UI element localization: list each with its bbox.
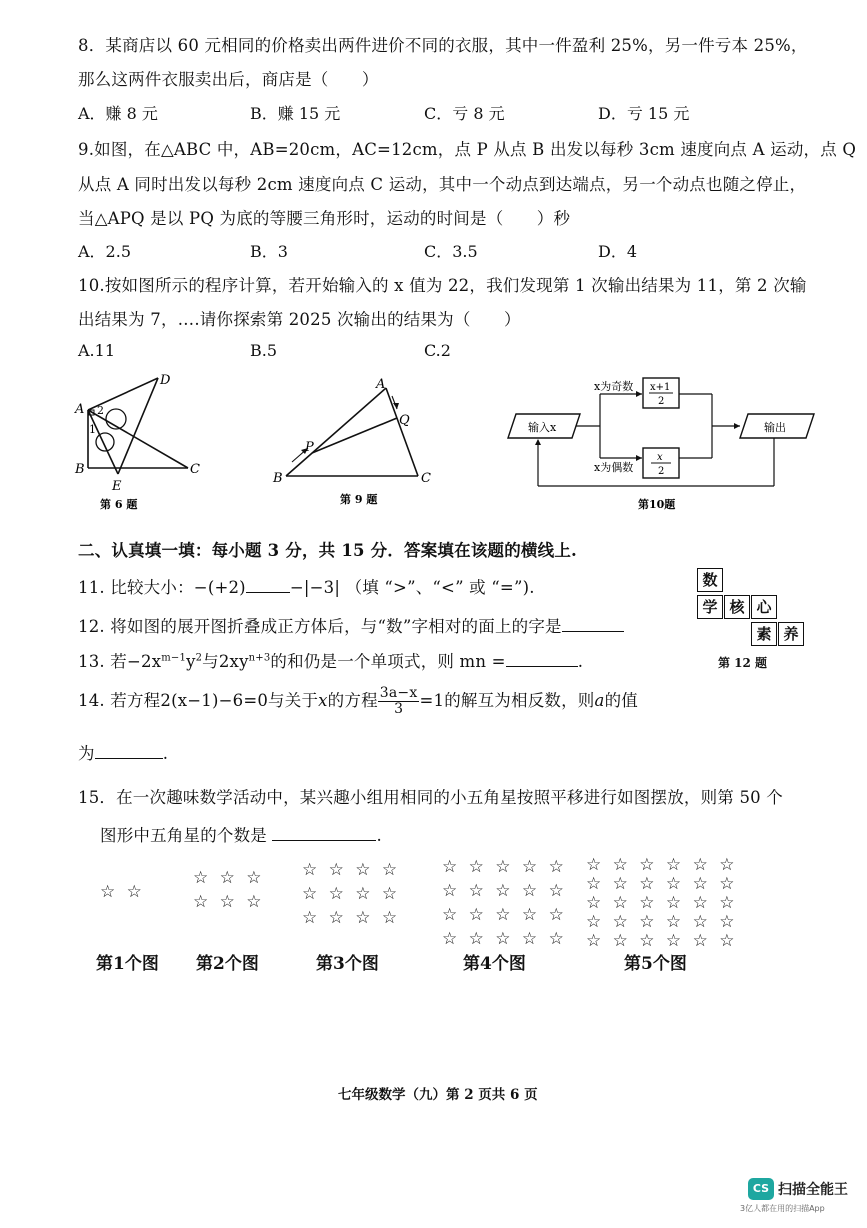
q8-option-a: A．赚 8 元 [78, 104, 158, 123]
q8-option-b: B．赚 15 元 [250, 104, 341, 123]
q13-exp1: m−1 [161, 652, 187, 664]
q14-mid2: 的方程 [327, 691, 378, 710]
q14-prefix: 14. 若方程 [78, 691, 161, 710]
q13-answer-blank[interactable] [506, 666, 578, 667]
star-caption-2: 第2个图 [196, 954, 259, 974]
q14-frac-num: 3a−x [379, 685, 418, 701]
label-b: B [75, 462, 85, 477]
q13-suffix: 的和仍是一个单项式，则 mn = [270, 652, 506, 671]
label-angle-1: 1 [89, 423, 96, 436]
camscanner-logo: CS [748, 1178, 774, 1200]
label-d: D [160, 373, 171, 388]
q8-option-d: D．亏 15 元 [598, 104, 690, 123]
q10-option-c: C.2 [424, 341, 451, 360]
q13-term1b: y [186, 652, 196, 671]
figure-6 [70, 370, 210, 520]
q14-suffix: 的解互为相反数，则 [444, 691, 595, 710]
q14-var2: a [594, 691, 605, 710]
side-ba [286, 388, 386, 476]
q14-mid: 与关于 [268, 691, 319, 710]
q15-line2-end: . [376, 826, 382, 845]
net-cell-xin: 心 [751, 595, 777, 619]
q13-mid: 与 [202, 652, 219, 671]
label-p: P [305, 440, 314, 455]
label-a: A [75, 402, 85, 417]
q9-option-c: C．3.5 [424, 242, 478, 261]
q12-answer-blank[interactable] [562, 631, 624, 632]
star-caption-3: 第3个图 [316, 954, 379, 974]
q14-eq2-tail: =1 [419, 691, 445, 710]
input-label: 输入x [528, 421, 557, 434]
q15-line2-text: 图形中五角星的个数是 [100, 826, 267, 845]
side-ac [88, 410, 188, 468]
q13-term1: −2x [127, 652, 162, 671]
label-c: C [421, 471, 431, 486]
odd-label: x为奇数 [594, 380, 634, 393]
q9-line3: 当△APQ 是以 PQ 为底的等腰三角形时，运动的时间是（ ）秒 [78, 209, 571, 228]
q8-line1: 8．某商店以 60 元相同的价格卖出两件进价不同的衣服，其中一件盈利 25%，另一件亏本 25%， [78, 36, 808, 55]
q9-option-b: B．3 [250, 242, 288, 261]
arrow-head [535, 439, 541, 445]
q11-suffix: （填 “>”、“<” 或 “=”). [345, 578, 535, 597]
q14-var: x [318, 691, 328, 710]
fig10-caption: 第10题 [638, 498, 676, 511]
q11-answer-blank[interactable] [246, 592, 290, 593]
side-ac [386, 388, 418, 476]
star-pattern-1: ☆ ☆ [100, 882, 145, 902]
label-a: A [376, 377, 386, 392]
q13-prefix: 13. 若 [78, 652, 127, 671]
even-denominator: 2 [658, 466, 665, 477]
page-footer: 七年级数学（九）第 2 页共 6 页 [338, 1087, 538, 1103]
q9-line1: 9.如图，在△ABC 中，AB=20cm，AC=12cm，点 P 从点 B 出发以每秒 3cm 速度向点 A 运动，点 Q [78, 140, 857, 159]
label-angle-2: 2 [97, 404, 104, 417]
q10-option-b: B.5 [250, 341, 278, 360]
label-c: C [190, 462, 200, 477]
q14-suffix2: 的值 [604, 691, 638, 710]
q14-line2-end: . [162, 744, 169, 763]
q8-line2: 那么这两件衣服卖出后，商店是（ ） [78, 70, 379, 89]
star-pattern-2: ☆ ☆ ☆ ☆ ☆ ☆ [193, 868, 265, 912]
q13-term2: 2xy [218, 652, 249, 671]
watermark-tagline: 3亿人都在用的扫描App [740, 1204, 825, 1213]
q13-exp2: n+3 [248, 652, 271, 664]
q12 [78, 613, 624, 637]
q15-line1: 15．在一次趣味数学活动中，某兴趣小组用相同的小五角星按照平移进行如图摆放，则第 50 个 [78, 788, 783, 807]
arrow-head [734, 423, 740, 429]
odd-numerator: x+1 [650, 382, 671, 393]
net-cell-su: 素 [751, 622, 777, 646]
star-pattern-4: ☆ ☆ ☆ ☆ ☆ ☆ ☆ ☆ ☆ ☆ ☆ ☆ ☆ ☆ ☆ ☆ ☆ ☆ ☆ ☆ [442, 857, 567, 949]
q9-option-d: D．4 [598, 242, 638, 261]
net-cell-yang: 养 [778, 622, 804, 646]
q10-line2: 出结果为 7，….请你探索第 2025 次输出的结果为（ ） [78, 310, 521, 329]
star-caption-1: 第1个图 [96, 954, 159, 974]
angle-circle-1 [96, 433, 114, 451]
star-pattern-5: ☆ ☆ ☆ ☆ ☆ ☆ ☆ ☆ ☆ ☆ ☆ ☆ ☆ ☆ ☆ ☆ ☆ ☆ ☆ ☆ ☆ ☆ ☆ ☆ ☆ ☆ ☆ ☆ ☆ ☆ [586, 855, 738, 951]
figure-9 [268, 372, 448, 512]
label-e: E [112, 479, 122, 494]
star-caption-5: 第5个图 [624, 954, 687, 974]
q13 [78, 648, 583, 672]
fig9-caption: 第 9 题 [340, 493, 378, 506]
q14-line2 [78, 740, 168, 764]
q14-answer-blank[interactable] [95, 758, 163, 759]
fig6-caption: 第 6 题 [100, 498, 138, 511]
arrow-head [636, 455, 642, 461]
q13-end: . [577, 652, 584, 671]
label-q: Q [399, 413, 410, 428]
segment-pq [312, 418, 397, 453]
q11 [78, 574, 535, 598]
star-caption-4: 第4个图 [463, 954, 526, 974]
net-cell-he: 核 [724, 595, 750, 619]
arrow-head [636, 391, 642, 397]
q13-exp1b: 2 [195, 652, 203, 664]
q9-option-a: A．2.5 [78, 242, 132, 261]
figure-10-flowchart [500, 372, 830, 517]
output-label: 输出 [764, 421, 786, 434]
q8-option-c: C．亏 8 元 [424, 104, 505, 123]
watermark-brand: 扫描全能王 [778, 1182, 848, 1198]
q11-left-expr: −(+2) [193, 578, 246, 597]
q15-line2 [100, 822, 382, 846]
q11-right-expr: −|−3| [289, 578, 341, 597]
q14-line2-prefix: 为 [78, 744, 95, 763]
q9-line2: 从点 A 同时出发以每秒 2cm 速度向点 C 运动，其中一个动点到达端点，另一个动点也随之停止， [78, 175, 807, 194]
q14-eq1: 2(x−1)−6=0 [160, 691, 269, 710]
fig12-caption: 第 12 题 [718, 656, 768, 670]
q10-option-a: A.11 [78, 341, 115, 360]
even-label: x为偶数 [594, 461, 634, 474]
net-cell-shu: 数 [697, 568, 723, 592]
q14-frac-den: 3 [394, 701, 404, 717]
star-pattern-3: ☆ ☆ ☆ ☆ ☆ ☆ ☆ ☆ ☆ ☆ ☆ ☆ [302, 860, 401, 928]
q12-text: 12. 将如图的展开图折叠成正方体后，与“数”字相对的面上的字是 [78, 617, 562, 636]
q15-answer-blank[interactable] [272, 840, 376, 841]
q14-line1 [78, 686, 638, 717]
label-b: B [273, 471, 283, 486]
q14-fraction [378, 686, 420, 717]
even-numerator: x [657, 452, 663, 463]
section-2-heading: 二、认真填一填：每小题 3 分，共 15 分．答案填在该题的横线上. [78, 541, 577, 560]
net-cell-xue: 学 [697, 595, 723, 619]
q11-prefix: 11. 比较大小： [78, 578, 194, 597]
odd-denominator: 2 [658, 396, 665, 407]
q10-line1: 10.按如图所示的程序计算，若开始输入的 x 值为 22，我们发现第 1 次输出结果为 11，第 2 次输 [78, 276, 807, 295]
